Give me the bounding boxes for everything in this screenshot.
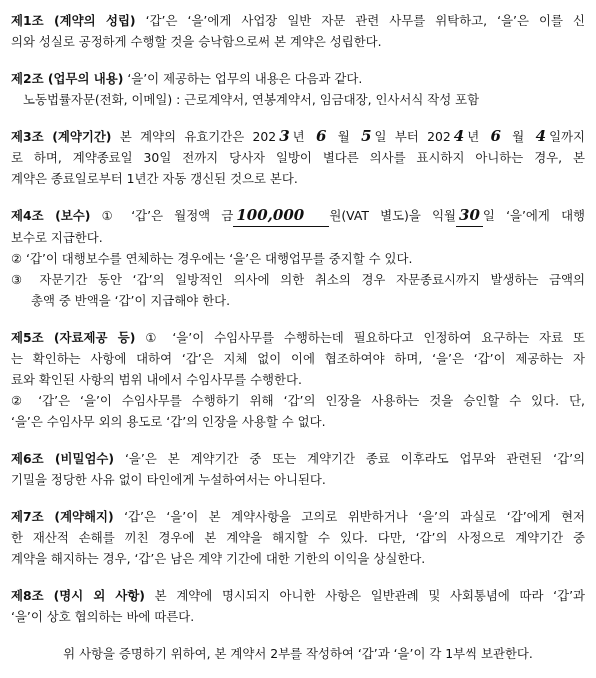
article-1 — [11, 10, 585, 52]
article-4-item-3-line-2: 총액 중 반액을 ‘갑’이 지급해야 한다. — [31, 293, 231, 308]
article-3-line-3: 계약은 종료일로부터 1년간 자동 갱신된 것으로 본다. — [11, 171, 298, 186]
article-8-line-2: ‘을’이 상호 협의하는 바에 따른다. — [11, 609, 195, 624]
article-5-line-5: ‘을’은 수임사무 외의 용도로 ‘갑’의 인장을 사용할 수 없다. — [11, 414, 326, 429]
article-8-line-1 — [11, 585, 585, 606]
start-year-suffix: 년 — [292, 129, 305, 144]
article-4-post-payday: 일 ‘을’에게 대행 — [482, 208, 586, 223]
article-4-post-amount: 원(VAT 별도)을 익월 — [329, 208, 457, 223]
article-4-line-2: 보수로 지급한다. — [11, 230, 103, 245]
start-day-handwritten: 5 — [361, 127, 372, 145]
amount-handwritten: 100,000 — [236, 206, 305, 224]
end-month-handwritten: 6 — [490, 127, 501, 145]
article-2-title: 제2조 (업무의 내용) — [11, 71, 124, 86]
article-5-line-2: 는 확인하는 사항에 대하여 ‘갑’은 지체 없이 이에 협조하여야 하며, ‘을’은 ‘갑’이 제공하는 자 — [11, 351, 585, 366]
article-7-line-2: 한 재산적 손해를 끼친 경우에 본 계약을 해지할 수 있다. 다만, ‘갑’의 사정으로 계약기간 중 — [11, 530, 585, 545]
end-year-handwritten: 4 — [453, 127, 465, 145]
article-2-line-1 — [11, 68, 585, 89]
article-4-line-1 — [11, 205, 585, 227]
article-1-line-2: 의와 성실로 공정하게 수행할 것을 승낙함으로써 본 계약은 성립한다. — [11, 34, 382, 49]
article-5-line-1 — [11, 327, 585, 348]
article-6-text-1: ‘을’은 본 계약기간 중 또는 계약기간 종료 이후라도 업무와 관련된 ‘갑’의 — [114, 451, 585, 466]
article-3 — [11, 126, 585, 189]
payday-handwritten: 30 — [459, 206, 480, 224]
start-day-suffix: 일 부터 202 — [374, 129, 451, 144]
article-3-pre-year: 본 계약의 유효기간은 202 — [111, 129, 277, 144]
article-5-line-4: ② ‘갑’은 ‘을’이 수임사무를 수행하기 위해 ‘갑’의 인장을 사용하는 것을 승인할 수 있다. 단, — [11, 393, 585, 408]
article-7-title: 제7조 (계약해지) — [11, 509, 114, 524]
article-8 — [11, 585, 585, 627]
end-month-suffix: 월 — [512, 129, 525, 144]
article-4-title: 제4조 (보수) — [11, 208, 91, 223]
start-year-handwritten: 3 — [279, 127, 290, 145]
article-3-line-1 — [11, 126, 585, 147]
start-month-handwritten: 6 — [315, 127, 327, 145]
article-6-line-1 — [11, 448, 585, 469]
payday-blank — [456, 205, 483, 227]
article-7-text-1: ‘갑’은 ‘을’이 본 계약사항을 고의로 위반하거나 ‘을’의 과실로 ‘갑’에게 현저 — [113, 509, 586, 524]
article-1-line-1 — [11, 10, 585, 31]
end-day-suffix: 일까지 — [549, 129, 585, 144]
article-2-detail: 노동법률자문(전화, 이메일) : 근로계약서, 연봉계약서, 임금대장, 인사서식 작성 포함 — [23, 92, 480, 107]
article-1-text-1: ‘갑’은 ‘을’에게 사업장 일반 자문 관련 사무를 위탁하고, ‘을’은 이를 신 — [135, 13, 585, 28]
article-2 — [11, 68, 585, 110]
article-5-title: 제5조 (자료제공 등) — [11, 330, 136, 345]
article-4-item-2: ② ‘갑’이 대행보수를 연체하는 경우에는 ‘을’은 대행업무를 중지할 수 있다. — [11, 251, 413, 266]
article-4-item-3-line-1: ③ 자문기간 동안 ‘갑’의 일방적인 의사에 의한 취소의 경우 자문종료시까지 발생하는 금액의 — [11, 272, 585, 287]
article-2-text-1: ‘을’이 제공하는 업무의 내용은 다음과 같다. — [123, 71, 363, 86]
article-6-line-2: 기밀을 정당한 사유 없이 타인에게 누설하여서는 아니된다. — [11, 472, 326, 487]
article-6-title: 제6조 (비밀엄수) — [11, 451, 115, 466]
article-7-line-3: 계약을 해지하는 경우, ‘갑’은 남은 계약 기간에 대한 기한의 이익을 상실한다. — [11, 551, 426, 566]
article-3-title: 제3조 (계약기간) — [11, 129, 112, 144]
article-8-text-1: 본 계약에 명시되지 아니한 사항은 일반관례 및 사회통념에 따라 ‘갑’과 — [144, 588, 585, 603]
article-6 — [11, 448, 585, 490]
article-4-pre-amount: ① ‘갑’은 월정액 금 — [90, 208, 234, 223]
article-8-title: 제8조 (명시 외 사항) — [11, 588, 145, 603]
article-5-text-1: ① ‘을’이 수임사무를 수행하는데 필요하다고 인정하여 요구하는 자료 또 — [135, 330, 585, 345]
article-7 — [11, 506, 585, 569]
amount-blank — [233, 205, 329, 227]
end-day-handwritten: 4 — [535, 127, 547, 145]
article-1-title: 제1조 (계약의 성립) — [11, 13, 136, 28]
article-3-line-2: 로 하며, 계약종료일 30일 전까지 당사자 일방이 별다른 의사를 표시하지 아니하는 경우, 본 — [11, 150, 585, 165]
article-5 — [11, 327, 585, 432]
end-year-suffix: 년 — [467, 129, 480, 144]
article-5-line-3: 료와 확인된 사항의 범위 내에서 수임사무를 수행한다. — [11, 372, 302, 387]
closing-statement: 위 사항을 증명하기 위하여, 본 계약서 2부를 작성하여 ‘갑’과 ‘을’이 각 1부씩 보관한다. — [63, 646, 533, 661]
article-4 — [11, 205, 585, 311]
article-7-line-1 — [11, 506, 585, 527]
start-month-suffix: 월 — [337, 129, 350, 144]
